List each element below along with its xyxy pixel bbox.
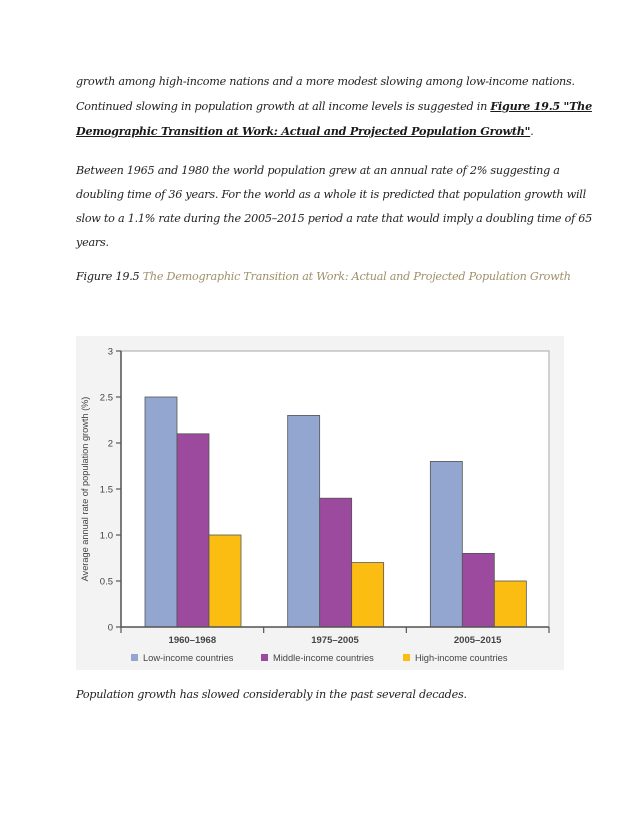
y-tick-label: 0: [107, 622, 113, 634]
paragraph-intro-line-1: growth among high-income nations and a more modest slowing among low-income nations.: [76, 75, 575, 88]
bar-middle-income-countries-2: [462, 553, 494, 627]
y-tick-label: 1.0: [99, 530, 113, 542]
legend-label-0: Low-income countries: [143, 653, 234, 663]
bar-high-income-countries-2: [494, 581, 526, 627]
y-tick-label: 3: [107, 346, 113, 358]
figure-reference-link-part-1[interactable]: Figure 19.5 "The: [490, 99, 592, 113]
legend-label-1: Middle-income countries: [273, 653, 374, 663]
paragraph-world-growth-line-1: Between 1965 and 1980 the world population grew at an annual rate of 2% suggesting a: [76, 164, 560, 177]
bar-high-income-countries-0: [209, 535, 241, 627]
bar-low-income-countries-2: [430, 461, 462, 627]
bar-low-income-countries-1: [288, 415, 320, 627]
figure-reference-link-part-2[interactable]: Demographic Transition at Work: Actual and Projected Population Growth": [76, 124, 531, 138]
paragraph-intro-line-3: [76, 119, 576, 144]
y-axis-label: Average annual rate of population growth (%): [80, 396, 90, 582]
bar-middle-income-countries-1: [320, 498, 352, 627]
bar-low-income-countries-0: [145, 397, 177, 627]
figure-description: Population growth has slowed considerably in the past several decades.: [76, 688, 467, 701]
chart-figure: [76, 336, 564, 670]
paragraph-world-growth: [76, 159, 593, 255]
legend-swatch-0: [131, 654, 138, 661]
legend-swatch-2: [403, 654, 410, 661]
y-tick-label: 2: [107, 438, 113, 450]
y-tick-label: 2.5: [99, 392, 113, 404]
population-growth-chart: [76, 336, 564, 670]
legend-swatch-1: [261, 654, 268, 661]
bar-high-income-countries-1: [352, 563, 384, 627]
paragraph-intro-line-2-text: Continued slowing in population growth at all income levels is suggested in: [76, 100, 491, 113]
legend-label-2: High-income countries: [415, 653, 508, 663]
bar-middle-income-countries-0: [177, 434, 209, 627]
paragraph-world-growth-line-4: years.: [76, 236, 109, 249]
figure-caption: [76, 270, 571, 283]
figure-title: The Demographic Transition at Work: Actual and Projected Population Growth: [142, 270, 571, 283]
y-tick-label: 1.5: [99, 484, 113, 496]
x-category-label: 2005–2015: [453, 635, 502, 646]
paragraph-world-growth-line-2: doubling time of 36 years. For the world as a whole it is predicted that population growth will: [76, 188, 586, 201]
paragraph-intro-line-2: [76, 94, 592, 119]
paragraph-intro: [76, 70, 592, 144]
x-category-label: 1960–1968: [168, 635, 217, 646]
y-tick-label: 0.5: [99, 576, 113, 588]
paragraph-world-growth-line-3: slow to a 1.1% rate during the 2005–2015 period a rate that would imply a doubling time of 65: [76, 212, 593, 225]
paragraph-intro-line-3-end: .: [530, 125, 534, 138]
figure-number: Figure 19.5: [76, 270, 143, 283]
x-category-label: 1975–2005: [311, 635, 359, 646]
